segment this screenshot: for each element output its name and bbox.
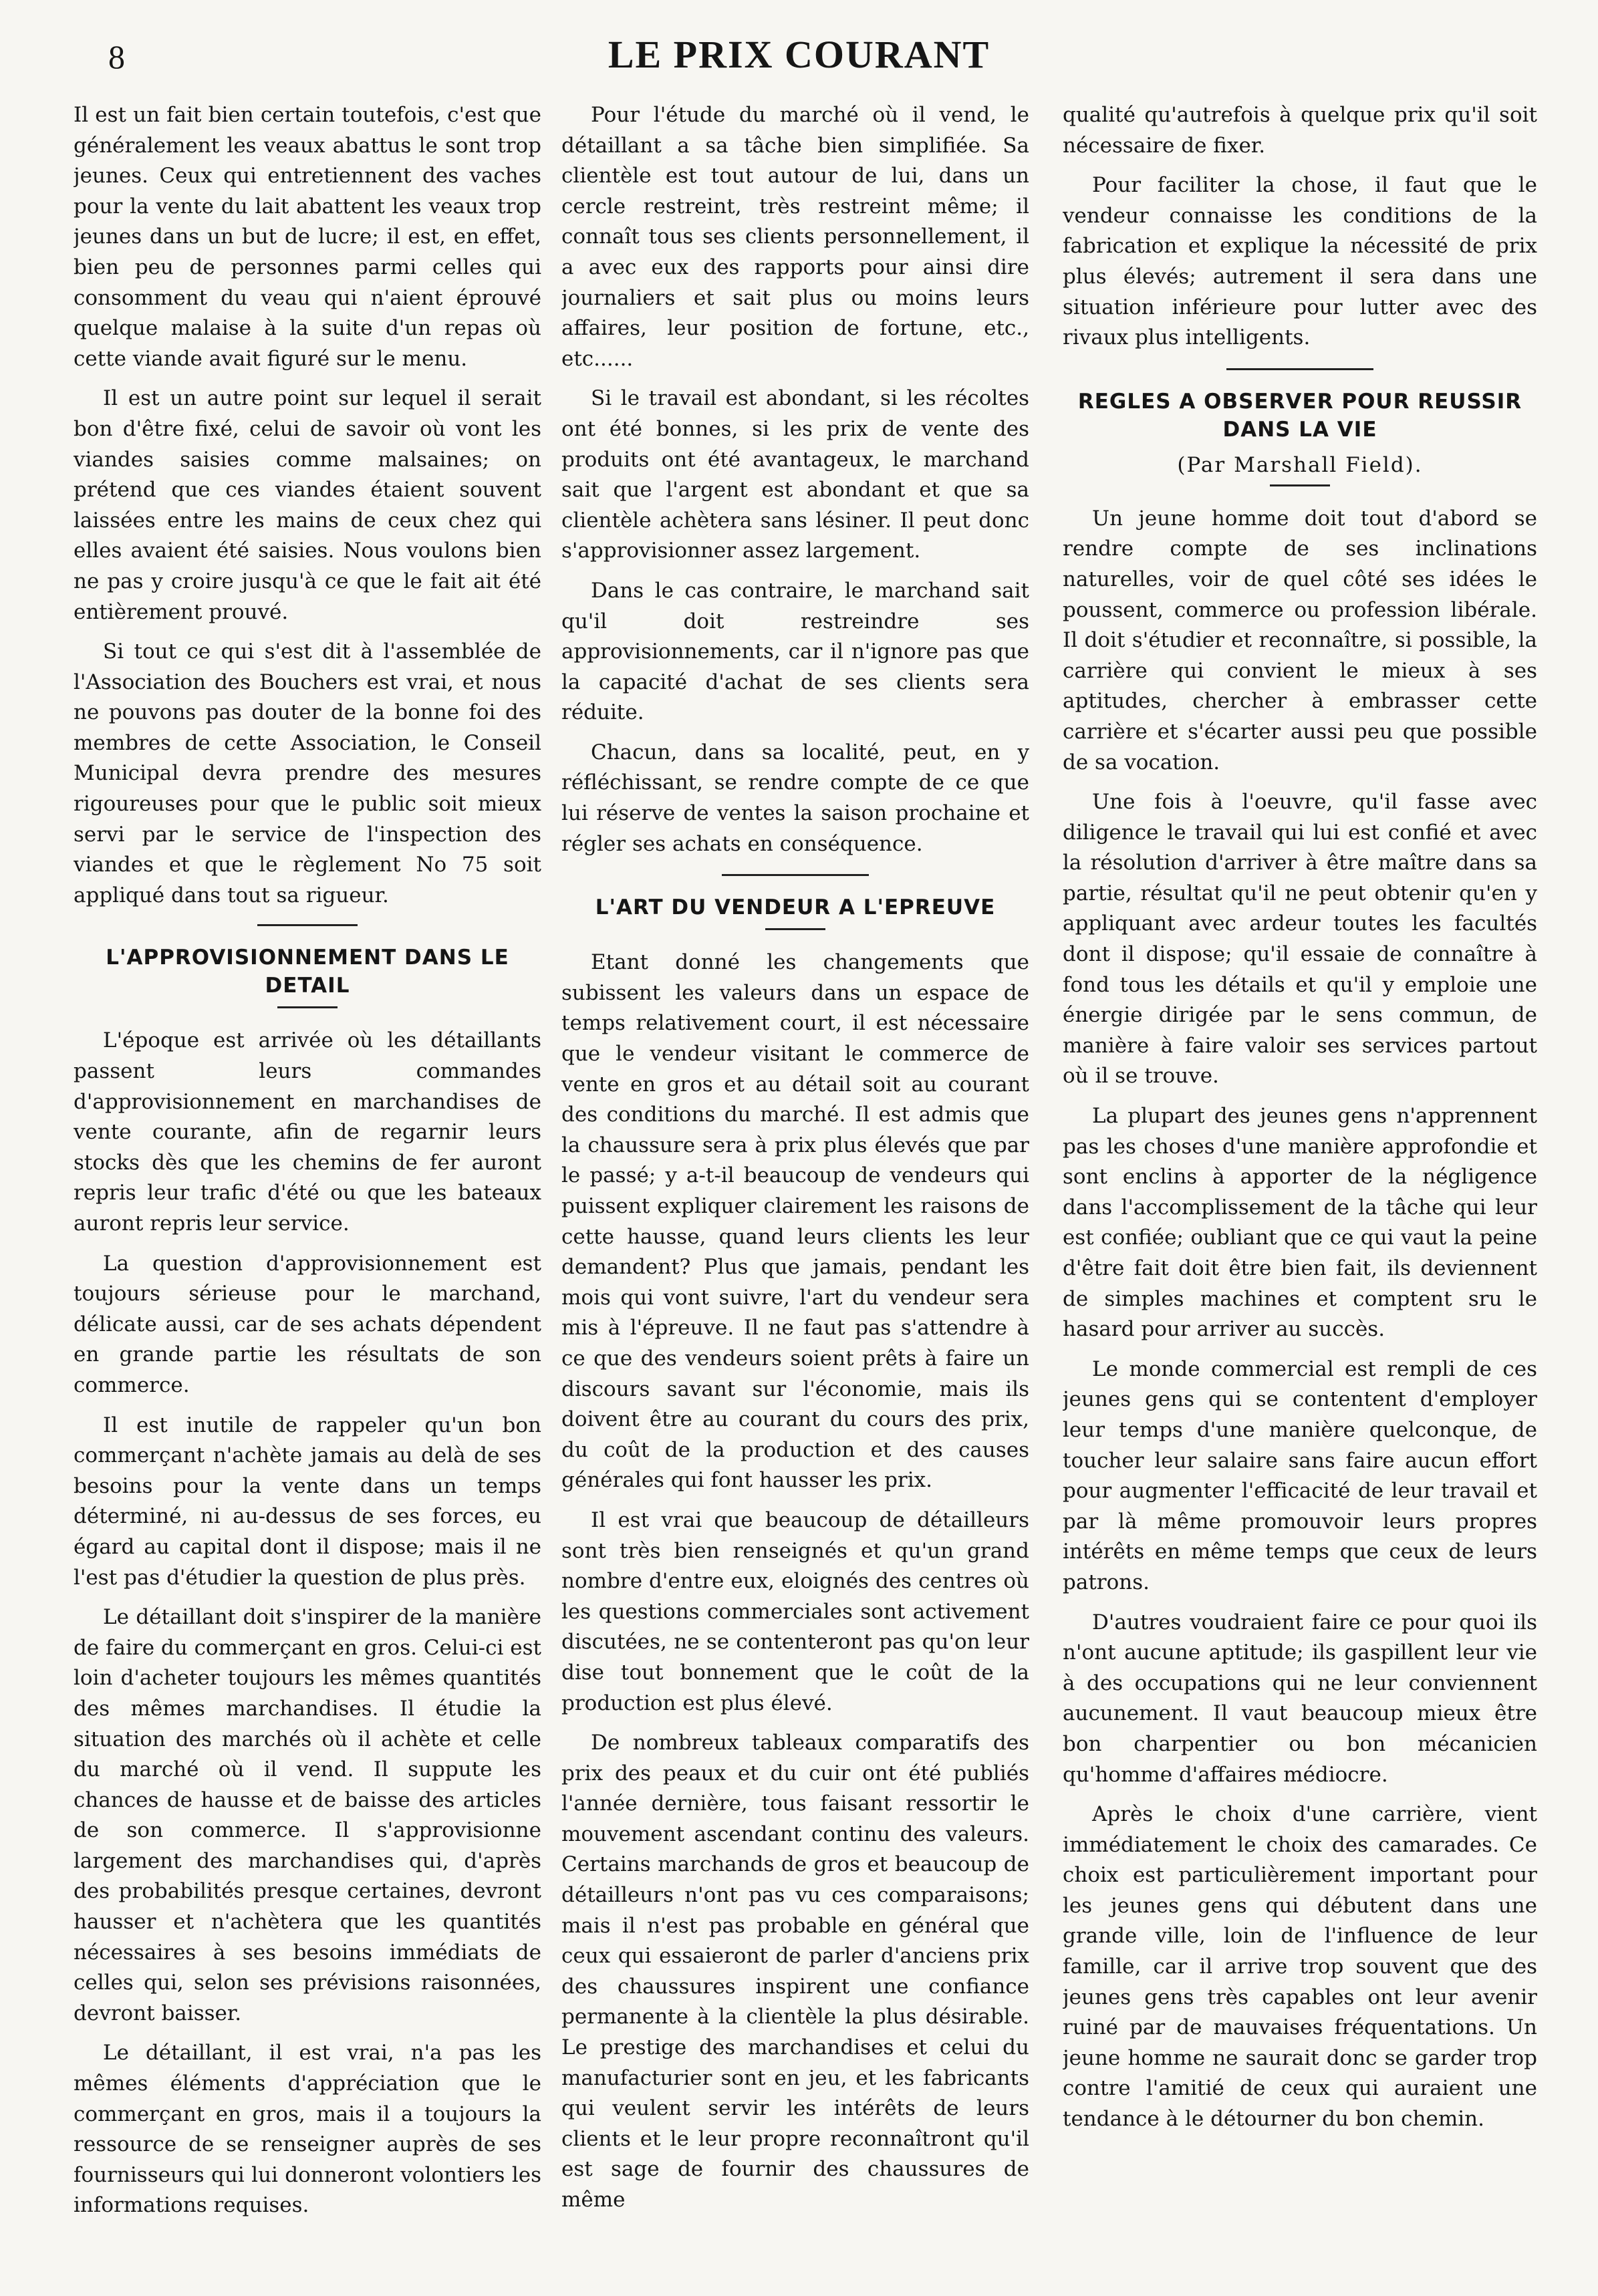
article-paragraph: Un jeune homme doit tout d'abord se rendre compte de ses inclinations naturelles, voir de quel côté ses idées le poussent, commerce ou profession libérale. Il doit s'étudier et reconnaître, si possible, la carrière qui convient le mieux à ses aptitudes, chercher à embrasser cette carrière et s'écarter aussi peu que possible de sa vocation. — [1063, 506, 1537, 774]
article-paragraph: Etant donné les changements que subissent les valeurs dans un espace de temps relativement court, il est nécessaire que le vendeur visitant le commerce de vente en gros et au détail soit au courant des conditions du marché. Il est admis que la chaussure sera à prix plus élevés que par le passé; y a-t-il beaucoup de vendeurs qui puissent expliquer clairement les raisons de cette hausse, quand leurs clients les leur demandent? Plus que jamais, pendant les mois qui vont suivre, l'art du vendeur sera mis à l'épreuve. Il ne faut pas s'attendre à ce que des vendeurs soient prêts à faire un discours savant sur l'économie, mais ils doivent être au courant du cours des prix, du coût de la production et des causes générales qui font hausser les prix. — [561, 950, 1029, 1493]
heading-rule — [1270, 484, 1330, 486]
article-paragraph: L'époque est arrivée où les détaillants passent leurs commandes d'approvisionnement en marchandises de vente courante, afin de regarnir leurs stocks dès que les chemins de fer auront repris leur trafic d'été ou que les bateaux auront repris leur service. — [74, 1028, 541, 1236]
article-paragraph: Dans le cas contraire, le marchand sait qu'il doit restreindre ses approvisionnements, car il n'ignore pas que la capacité d'achat de ses clients sera réduite. — [561, 578, 1029, 725]
heading-rule — [277, 1006, 338, 1008]
section-divider — [257, 924, 358, 926]
page-header — [0, 25, 1598, 86]
article-paragraph: Pour l'étude du marché où il vend, le détaillant a sa tâche bien simplifiée. Sa clientèle est tout autour de lui, dans un cercle restreint, très restreint même; il connaît tous ses clients personnellement, il a avec eux des rapports pour ainsi dire journaliers et sait plus ou moins leurs affaires, leur position de fortune, etc., etc...... — [561, 103, 1029, 371]
column-3 — [1063, 100, 1537, 2144]
article-paragraph: Le détaillant, il est vrai, n'a pas les mêmes éléments d'appréciation que le commerçant en gros, mais il a toujours la ressource de se renseigner auprès de ses fournisseurs qui lui donneront volontiers les informations requises. — [74, 2041, 541, 2218]
article-paragraph: Pour faciliter la chose, il faut que le vendeur connaisse les conditions de la fabrication et explique la nécessité de prix plus élevés; autrement il sera dans une situation inférieure pour lutter avec des rivaux plus intelligents. — [1063, 173, 1537, 350]
heading-rule — [765, 928, 825, 930]
section-divider — [1226, 368, 1373, 370]
article-paragraph: La plupart des jeunes gens n'apprennent pas les choses d'une manière approfondie et sont enclins à apporter de la négligence dans l'accomplissement de la tâche qui leur est confiée; oubliant que ce qui vaut la peine d'être fait doit être bien fait, ils deviennent de simples machines et comptent sru le hasard pour arriver au succès. — [1063, 1104, 1537, 1342]
article-paragraph: La question d'approvisionnement est toujours sérieuse pour le marchand, délicate aussi, car de ses achats dépendent en grande partie les résultats de son commerce. — [74, 1251, 541, 1397]
journal-title: LE PRIX COURANT — [608, 33, 990, 76]
article-paragraph: Il est un fait bien certain toutefois, c'est que généralement les veaux abattus le sont trop jeunes. Ceux qui entretiennent des vaches pour la vente du lait abattent les veaux trop jeunes dans un but de lucre; il est, en effet, bien peu de personnes parmi celles qui consomment du veau qui n'aient éprouvé quelque malaise à la suite d'un repas où cette viande avait figuré sur le menu. — [74, 103, 541, 371]
article-paragraph: qualité qu'autrefois à quelque prix qu'il soit nécessaire de fixer. — [1063, 103, 1537, 158]
article-paragraph: Le monde commercial est rempli de ces jeunes gens qui se contentent d'employer leur temps d'une manière quelconque, de toucher leur salaire sans faire aucun effort pour augmenter l'efficacité de leur travail et par là même promouvoir leurs propres intérêts en même temps que ceux de leurs patrons. — [1063, 1356, 1537, 1594]
column-1 — [74, 100, 541, 2231]
article-byline: (Par Marshall Field). — [1177, 452, 1423, 477]
page-number: 8 — [108, 38, 125, 76]
article-paragraph: Si le travail est abondant, si les récoltes ont été bonnes, si les prix de vente des produits ont été avantageux, le marchand sait que l'argent est abondant et que sa clientèle achètera sans lésiner. Il peut donc s'approvisionner assez largement. — [561, 386, 1029, 563]
article-paragraph: Il est inutile de rappeler qu'un bon commerçant n'achète jamais au delà de ses besoins pour la vente dans un temps déterminé, ni au-dessus de ses forces, eu égard au capital dont il dispose; mais il ne l'est pas d'étudier la question de plus près. — [74, 1413, 541, 1590]
article-paragraph: De nombreux tableaux comparatifs des prix des peaux et du cuir ont été publiés l'année dernière, tous faisant ressortir le mouvement ascendant continu des valeurs. Certains marchands de gros et beaucoup de détailleurs n'ont pas vu ces comparaisons; mais il n'est pas probable en général que ceux qui essaieront de parler d'anciens prix des chaussures inspirent une confiance permanente à la clientèle la plus désirable. Le prestige des marchandises et celui du manufacturier sont en jeu, et les fabricants qui veulent servir les intérêts de leurs clients et le leur propre reconnaîtront qu'il est sage de fournir des chaussures de même — [561, 1731, 1029, 2212]
article-heading: L'ART DU VENDEUR A L'EPREUVE — [595, 895, 996, 920]
article-paragraph: Il est vrai que beaucoup de détailleurs sont très bien renseignés et qu'un grand nombre d'entre eux, eloignés des centres où les questions commerciales sont activement discutées, ne se contenteront pas qu'on leur dise tout bonnement que le coût de la production est plus élevé. — [561, 1508, 1029, 1715]
article-paragraph: D'autres voudraient faire ce pour quoi ils n'ont aucune aptitude; ils gaspillent leur vie à des occupations qui ne leur conviennent aucunement. Il vaut beaucoup mieux être bon charpentier ou bon mécanicien qu'homme d'affaires médiocre. — [1063, 1610, 1537, 1787]
article-paragraph: Si tout ce qui s'est dit à l'assemblée de l'Association des Bouchers est vrai, et nous ne pouvons pas douter de la bonne foi des membres de cette Association, le Conseil Municipal devra prendre des mesures rigoureuses pour que le public soit mieux servi par le service de l'inspection des viandes et que le règlement No 75 soit appliqué dans tout sa rigueur. — [74, 639, 541, 907]
article-paragraph: Il est un autre point sur lequel il serait bon d'être fixé, celui de savoir où vont les viandes saisies comme malsaines; on prétend que ces viandes étaient souvent laissées entre les mains de ceux chez qui elles avaient été saisies. Nous voulons bien ne pas y croire jusqu'à ce que le fait ait été entièrement prouvé. — [74, 386, 541, 624]
article-paragraph: Une fois à l'oeuvre, qu'il fasse avec diligence le travail qui lui est confié et avec la résolution d'arriver à être maître dans sa partie, résultat qu'il ne peut obtenir qu'en y appliquant avec ardeur toutes les facultés dont il dispose; qu'il essaie de connaître à fond tous les détails et qu'il y emploie une énergie dirigée par le sens commun, de manière à faire valoir ses services partout où il se trouve. — [1063, 790, 1537, 1089]
section-divider — [722, 874, 869, 876]
article-paragraph: Chacun, dans sa localité, peut, en y réfléchissant, se rendre compte de ce que lui réserve de ventes la saison prochaine et régler ses achats en conséquence. — [561, 740, 1029, 856]
article-heading: L'APPROVISIONNEMENT DANS LE DETAIL — [106, 946, 509, 998]
column-2 — [561, 100, 1029, 2225]
article-heading: REGLES A OBSERVER POUR REUSSIR DANS LA VIE — [1077, 389, 1522, 442]
article-paragraph: Le détaillant doit s'inspirer de la manière de faire du commerçant en gros. Celui-ci est loin d'acheter toujours les mêmes quantités des mêmes marchandises. Il étudie la situation des marchés où il achète et celle du marché où il vend. Il suppute les chances de hausse et de baisse des articles de son commerce. Il s'approvisionne largement des marchandises qui, d'après des probabilités presque certaines, devront hausser et n'achètera que les quantités nécessaires à ses besoins immédiats de celles qui, selon ses prévisions raisonnées, devront baisser. — [74, 1605, 541, 2025]
article-paragraph: Après le choix d'une carrière, vient immédiatement le choix des camarades. Ce choix est particulièrement important pour les jeunes gens qui débutent dans une grande ville, loin de l'influence de leur famille, car il arrive trop souvent que des jeunes gens très capables ont leur avenir ruiné par de mauvaises fréquentations. Un jeune homme ne saurait donc se garder trop contre l'amitié de ceux qui auraient une tendance à le détourner du bon chemin. — [1063, 1802, 1537, 2132]
